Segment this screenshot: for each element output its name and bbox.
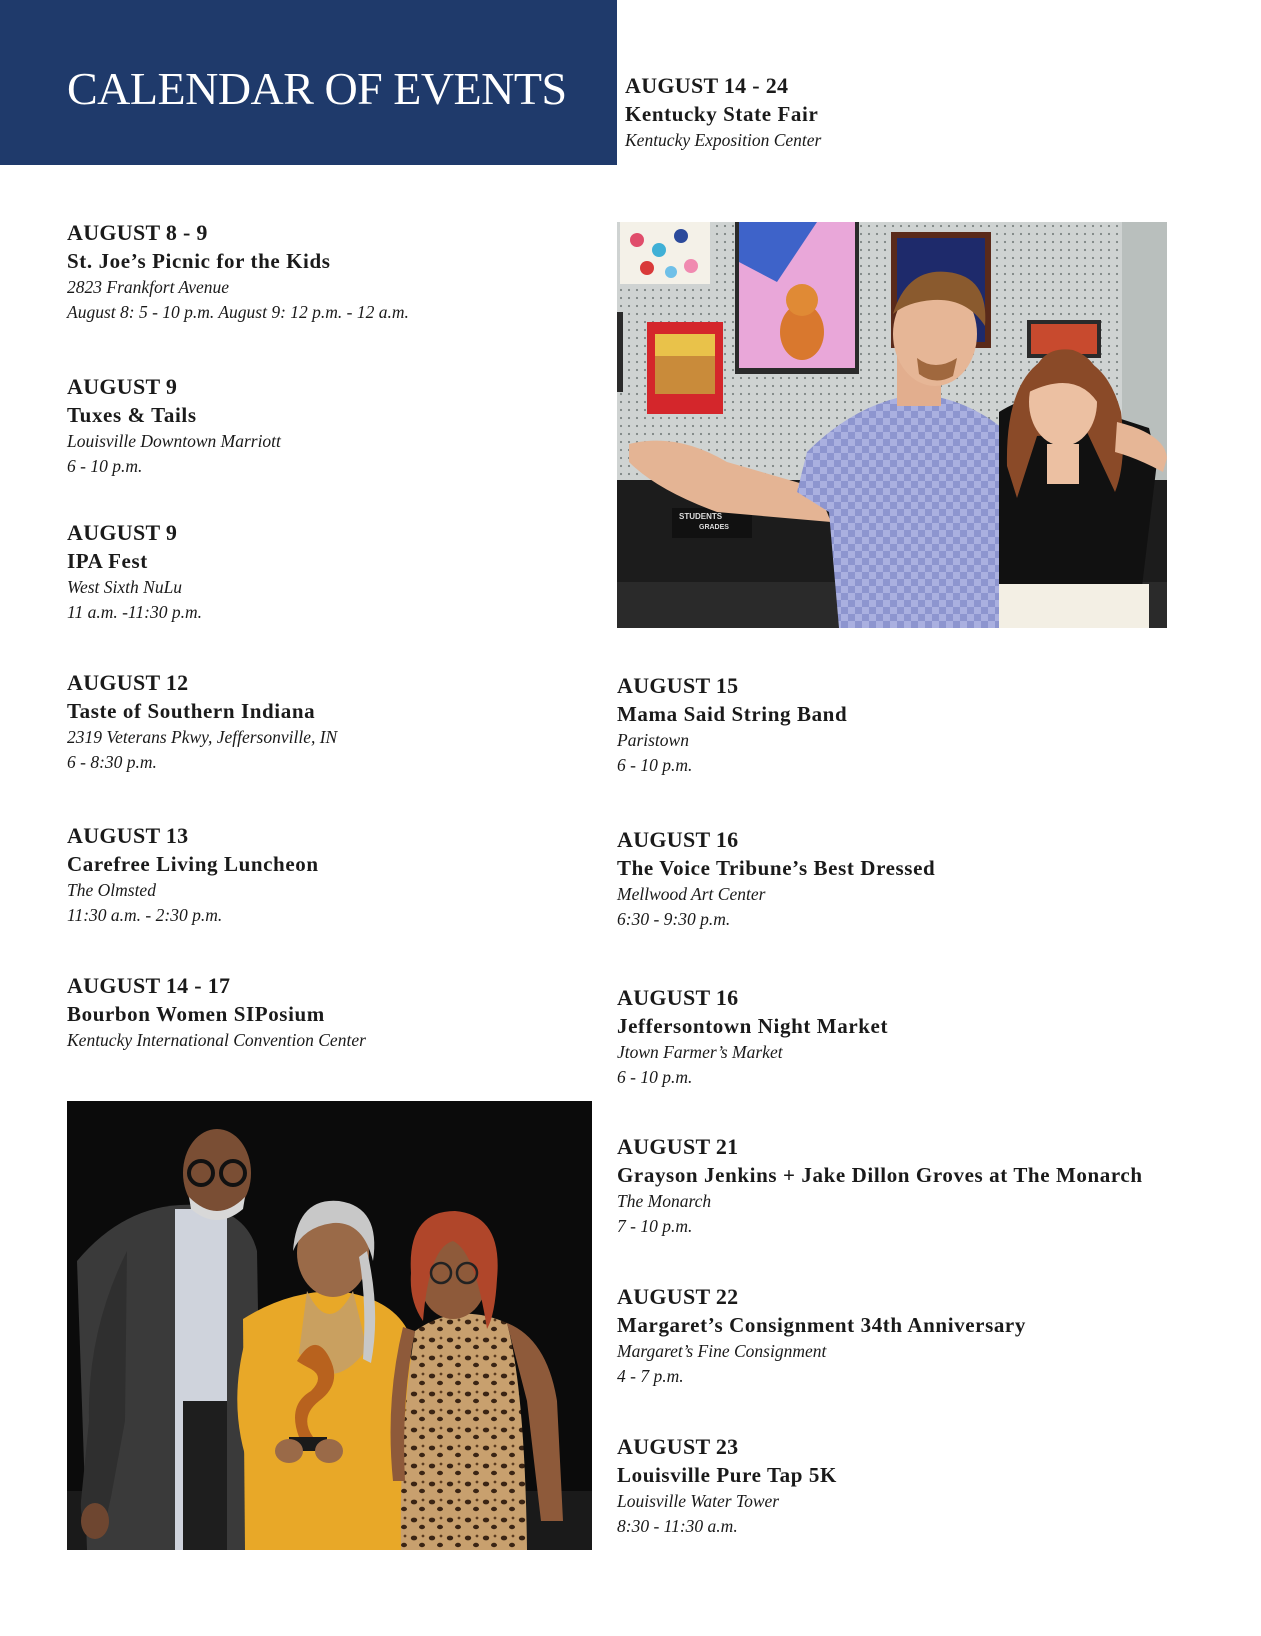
photo-art-fair [617, 222, 1167, 628]
event-bourbon-women [67, 972, 366, 1053]
event-date: AUGUST 22 [617, 1284, 739, 1309]
event-time: 4 - 7 p.m. [617, 1366, 684, 1386]
event-monarch [617, 1133, 1143, 1239]
event-name: The Voice Tribune’s Best Dressed [617, 856, 936, 880]
event-name: Jeffersontown Night Market [617, 1014, 889, 1038]
event-date: AUGUST 14 - 17 [67, 973, 231, 998]
event-time: August 8: 5 - 10 p.m. August 9: 12 p.m. - 12 a.m. [67, 302, 409, 322]
event-name: Tuxes & Tails [67, 403, 197, 427]
photo-art-fair-illustration [617, 222, 1167, 628]
event-carefree-living [67, 822, 319, 928]
event-margarets-consignment [617, 1283, 1026, 1389]
event-date: AUGUST 8 - 9 [67, 220, 208, 245]
event-venue: West Sixth NuLu [67, 577, 183, 597]
event-name: Bourbon Women SIPosium [67, 1002, 325, 1026]
event-date: AUGUST 9 [67, 374, 178, 399]
event-date: AUGUST 13 [67, 823, 189, 848]
photo-award [67, 1101, 592, 1550]
art-fair-sign-line2: GRADES [699, 524, 729, 531]
event-time: 11 a.m. -11:30 p.m. [67, 602, 202, 622]
event-date: AUGUST 21 [617, 1134, 739, 1159]
event-date: AUGUST 12 [67, 670, 189, 695]
event-venue: Mellwood Art Center [617, 884, 766, 904]
event-time: 8:30 - 11:30 a.m. [617, 1516, 738, 1536]
event-name: Kentucky State Fair [625, 102, 819, 126]
art-fair-sign-line1: STUDENTS [679, 512, 723, 521]
event-date: AUGUST 23 [617, 1434, 739, 1459]
event-name: IPA Fest [67, 549, 148, 573]
event-time: 7 - 10 p.m. [617, 1216, 693, 1236]
photo-award-illustration [67, 1101, 592, 1550]
event-venue: Kentucky International Convention Center [67, 1030, 366, 1050]
event-venue: The Olmsted [67, 880, 156, 900]
event-venue: Louisville Downtown Marriott [67, 431, 281, 451]
event-pure-tap-5k [617, 1433, 837, 1539]
page-title: CALENDAR OF EVENTS [67, 63, 567, 114]
event-ipa-fest [67, 519, 202, 625]
event-name: Mama Said String Band [617, 702, 848, 726]
event-venue: Paristown [617, 730, 689, 750]
event-st-joes-picnic [67, 219, 409, 325]
event-venue: Kentucky Exposition Center [625, 130, 822, 150]
event-tuxes-tails [67, 373, 281, 479]
event-time: 6 - 10 p.m. [617, 755, 693, 775]
header-banner [0, 0, 617, 165]
event-date: AUGUST 16 [617, 827, 739, 852]
event-name: Carefree Living Luncheon [67, 852, 319, 876]
event-venue: Louisville Water Tower [617, 1491, 780, 1511]
event-time: 6 - 10 p.m. [67, 456, 143, 476]
event-jeffersontown-night-market [617, 984, 888, 1090]
event-taste-southern-indiana [67, 669, 337, 775]
event-date: AUGUST 14 - 24 [625, 73, 789, 98]
event-name: Margaret’s Consignment 34th Anniversary [617, 1313, 1026, 1337]
event-venue: 2319 Veterans Pkwy, Jeffersonville, IN [67, 727, 338, 747]
event-best-dressed [617, 826, 935, 932]
event-venue: 2823 Frankfort Avenue [67, 277, 230, 297]
event-time: 11:30 a.m. - 2:30 p.m. [67, 905, 223, 925]
event-kentucky-state-fair [625, 72, 821, 153]
event-name: St. Joe’s Picnic for the Kids [67, 249, 331, 273]
event-name: Taste of Southern Indiana [67, 699, 316, 723]
event-venue: Margaret’s Fine Consignment [617, 1341, 827, 1361]
event-name: Louisville Pure Tap 5K [617, 1463, 837, 1487]
event-date: AUGUST 9 [67, 520, 178, 545]
event-date: AUGUST 15 [617, 673, 739, 698]
event-time: 6 - 8:30 p.m. [67, 752, 157, 772]
event-venue: Jtown Farmer’s Market [617, 1042, 783, 1062]
event-date: AUGUST 16 [617, 985, 739, 1010]
event-time: 6:30 - 9:30 p.m. [617, 909, 731, 929]
event-time: 6 - 10 p.m. [617, 1067, 693, 1087]
event-venue: The Monarch [617, 1191, 712, 1211]
event-name: Grayson Jenkins + Jake Dillon Groves at The Monarch [617, 1163, 1143, 1187]
event-mama-said [617, 672, 847, 778]
